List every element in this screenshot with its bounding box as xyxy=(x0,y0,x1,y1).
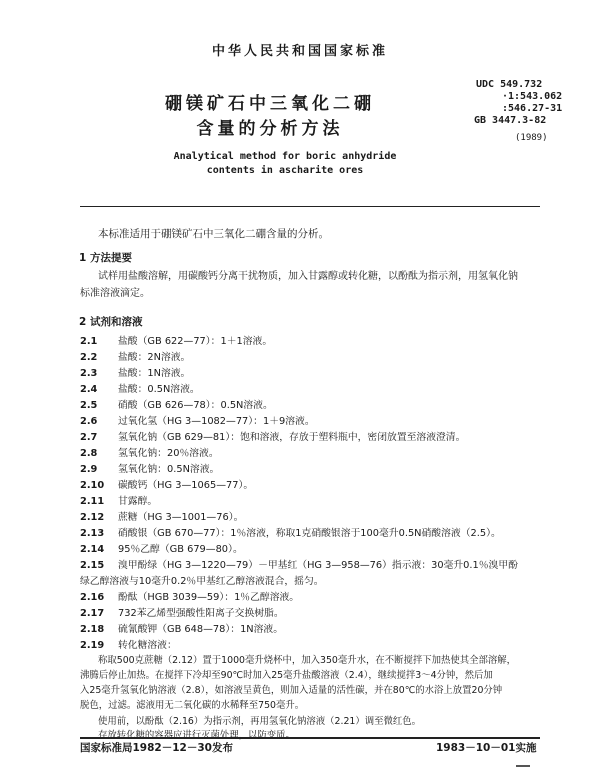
revision-year: (1989) xyxy=(515,133,548,143)
section-1-line-1: 试样用盐酸溶解，用碳酸钙分离干扰物质，加入甘露醇或转化糖，以酚酞为指示剂，用氢氧化钠 xyxy=(98,271,518,282)
document-title xyxy=(130,92,410,142)
reagent-item xyxy=(80,397,273,411)
item-num: 2.12 xyxy=(80,512,105,523)
title-en-line-2: contents in ascharite ores xyxy=(206,165,364,176)
reagent-item xyxy=(80,509,243,523)
item-num: 2.2 xyxy=(80,352,98,363)
header-divider xyxy=(80,206,540,207)
item-text: 转化糖溶液： xyxy=(118,640,177,651)
intro-text: 本标准适用于硼镁矿石中三氧化二硼含量的分析。 xyxy=(98,228,329,240)
reagent-item-continuation: 绿乙醇溶液与10毫升0.2％甲基红乙醇溶液混合，摇匀。 xyxy=(80,576,324,587)
section-1-line-2: 标准溶液滴定。 xyxy=(80,288,150,299)
effective-date: 1983－10－01实施 xyxy=(436,742,537,754)
item-text: 甘露醇。 xyxy=(118,496,158,507)
item-num: 2.4 xyxy=(80,384,98,395)
reagent-item xyxy=(80,541,243,555)
reagent-item xyxy=(80,381,200,395)
reagent-item xyxy=(80,493,157,507)
invert-sugar-line-1: 称取500克蔗糖（2.12）置于1000毫升烧杯中，加入350毫升水，在不断搅拌下加热使其全部溶解， xyxy=(98,655,517,666)
invert-sugar-storage: 存放转化糖的容器应进行灭菌处理，以防变质。 xyxy=(98,730,295,741)
item-text: 95％乙醇（GB 679—80）。 xyxy=(118,544,243,555)
item-text: 蔗糖（HG 3—1001—76）。 xyxy=(118,512,244,523)
item-text: 碳酸钙（HG 3—1065—77）。 xyxy=(118,480,254,491)
reagent-item xyxy=(80,605,284,619)
item-num: 2.11 xyxy=(80,496,105,507)
standard-name: 中华人民共和国国家标准 xyxy=(211,44,388,59)
item-num: 2.5 xyxy=(80,400,98,411)
item-text: 硝酸（GB 626—78）：0.5N溶液。 xyxy=(118,400,273,411)
reagent-item xyxy=(80,525,501,539)
title-en-line-1: Analytical method for boric anhydride xyxy=(173,151,397,162)
item-num: 2.13 xyxy=(80,528,105,539)
invert-sugar-usage: 使用前，以酚酞（2.16）为指示剂，再用氢氧化钠溶液（2.21）调至微红色。 xyxy=(98,716,422,727)
item-num: 2.15 xyxy=(80,560,105,571)
item-text: 氢氧化钠：0.5N溶液。 xyxy=(118,464,220,475)
invert-sugar-line-4: 脱色，过滤。滤液用无二氧化碳的水稀释至750毫升。 xyxy=(80,700,305,711)
reagent-item xyxy=(80,429,465,443)
item-num: 2.1 xyxy=(80,336,98,347)
reagent-item xyxy=(80,621,283,635)
reagent-item xyxy=(80,413,315,427)
udc-block xyxy=(476,79,562,127)
reagent-item xyxy=(80,365,190,379)
item-text: 盐酸：1N溶液。 xyxy=(118,368,191,379)
item-text: 盐酸：0.5N溶液。 xyxy=(118,384,200,395)
item-num: 2.10 xyxy=(80,480,105,491)
section-2-heading: 2 试剂和溶液 xyxy=(79,316,143,328)
reagent-item xyxy=(80,589,299,603)
item-text: 氢氧化钠（GB 629—81）：饱和溶液，存放于塑料瓶中，密闭放置至溶液澄清。 xyxy=(118,432,466,443)
item-num: 2.14 xyxy=(80,544,105,555)
item-text: 硝酸银（GB 670—77）：1％溶液，称取1克硝酸银溶于100毫升0.5N硝酸溶液（2.5）。 xyxy=(118,528,501,539)
item-num: 2.6 xyxy=(80,416,98,427)
invert-sugar-line-3: 入25毫升氢氧化钠溶液（2.8），如溶液呈黄色，则加入适量的活性碳，并在80℃的水浴上放置20分钟 xyxy=(80,685,503,696)
item-text: 氢氧化钠：20％溶液。 xyxy=(118,448,219,459)
item-num: 2.8 xyxy=(80,448,98,459)
item-num: 2.16 xyxy=(80,592,105,603)
gb-code: GB 3447.3-82 xyxy=(474,115,547,126)
reagent-item xyxy=(80,333,272,347)
udc-line-1: UDC 549.732 xyxy=(476,79,543,90)
english-title xyxy=(130,150,440,178)
reagent-item xyxy=(80,349,190,363)
item-text: 酚酞（HGB 3039—59）：1％乙醇溶液。 xyxy=(118,592,300,603)
reagent-item xyxy=(80,461,219,475)
item-num: 2.9 xyxy=(80,464,98,475)
item-num: 2.18 xyxy=(80,624,105,635)
title-cn-line-1: 硼镁矿石中三氧化二硼 xyxy=(165,94,375,114)
page-mark-icon xyxy=(515,763,531,769)
item-num: 2.19 xyxy=(80,640,105,651)
invert-sugar-line-2: 沸腾后停止加热。在搅拌下冷却至90℃时加入25毫升盐酸溶液（2.4），继续搅拌3～4分钟，然后加 xyxy=(80,670,493,681)
item-num: 2.7 xyxy=(80,432,98,443)
reagent-item xyxy=(80,557,518,571)
section-1-heading: 1 方法提要 xyxy=(79,252,132,264)
udc-line-2: ·1:543.062 xyxy=(502,91,563,102)
item-text: 732苯乙烯型强酸性阳离子交换树脂。 xyxy=(118,608,284,619)
item-text: 过氧化氢（HG 3—1082—77）：1＋9溶液。 xyxy=(118,416,315,427)
item-text: 硫氰酸钾（GB 648—78）：1N溶液。 xyxy=(118,624,284,635)
footer-divider xyxy=(80,737,540,739)
issue-date: 国家标准局1982－12－30发布 xyxy=(80,742,233,754)
item-text: 盐酸（GB 622—77）：1＋1溶液。 xyxy=(118,336,273,347)
reagent-item xyxy=(80,445,219,459)
reagent-item xyxy=(80,477,253,491)
reagent-item xyxy=(80,637,177,651)
item-num: 2.17 xyxy=(80,608,105,619)
item-text: 盐酸：2N溶液。 xyxy=(118,352,191,363)
item-num: 2.3 xyxy=(80,368,98,379)
title-cn-line-2: 含量的分析方法 xyxy=(196,119,344,139)
udc-line-3: :546.27-31 xyxy=(502,103,563,114)
item-text: 溴甲酚绿（HG 3—1220—79）－甲基红（HG 3—958—76）指示液：30毫升0.1％溴甲酚 xyxy=(118,560,518,571)
